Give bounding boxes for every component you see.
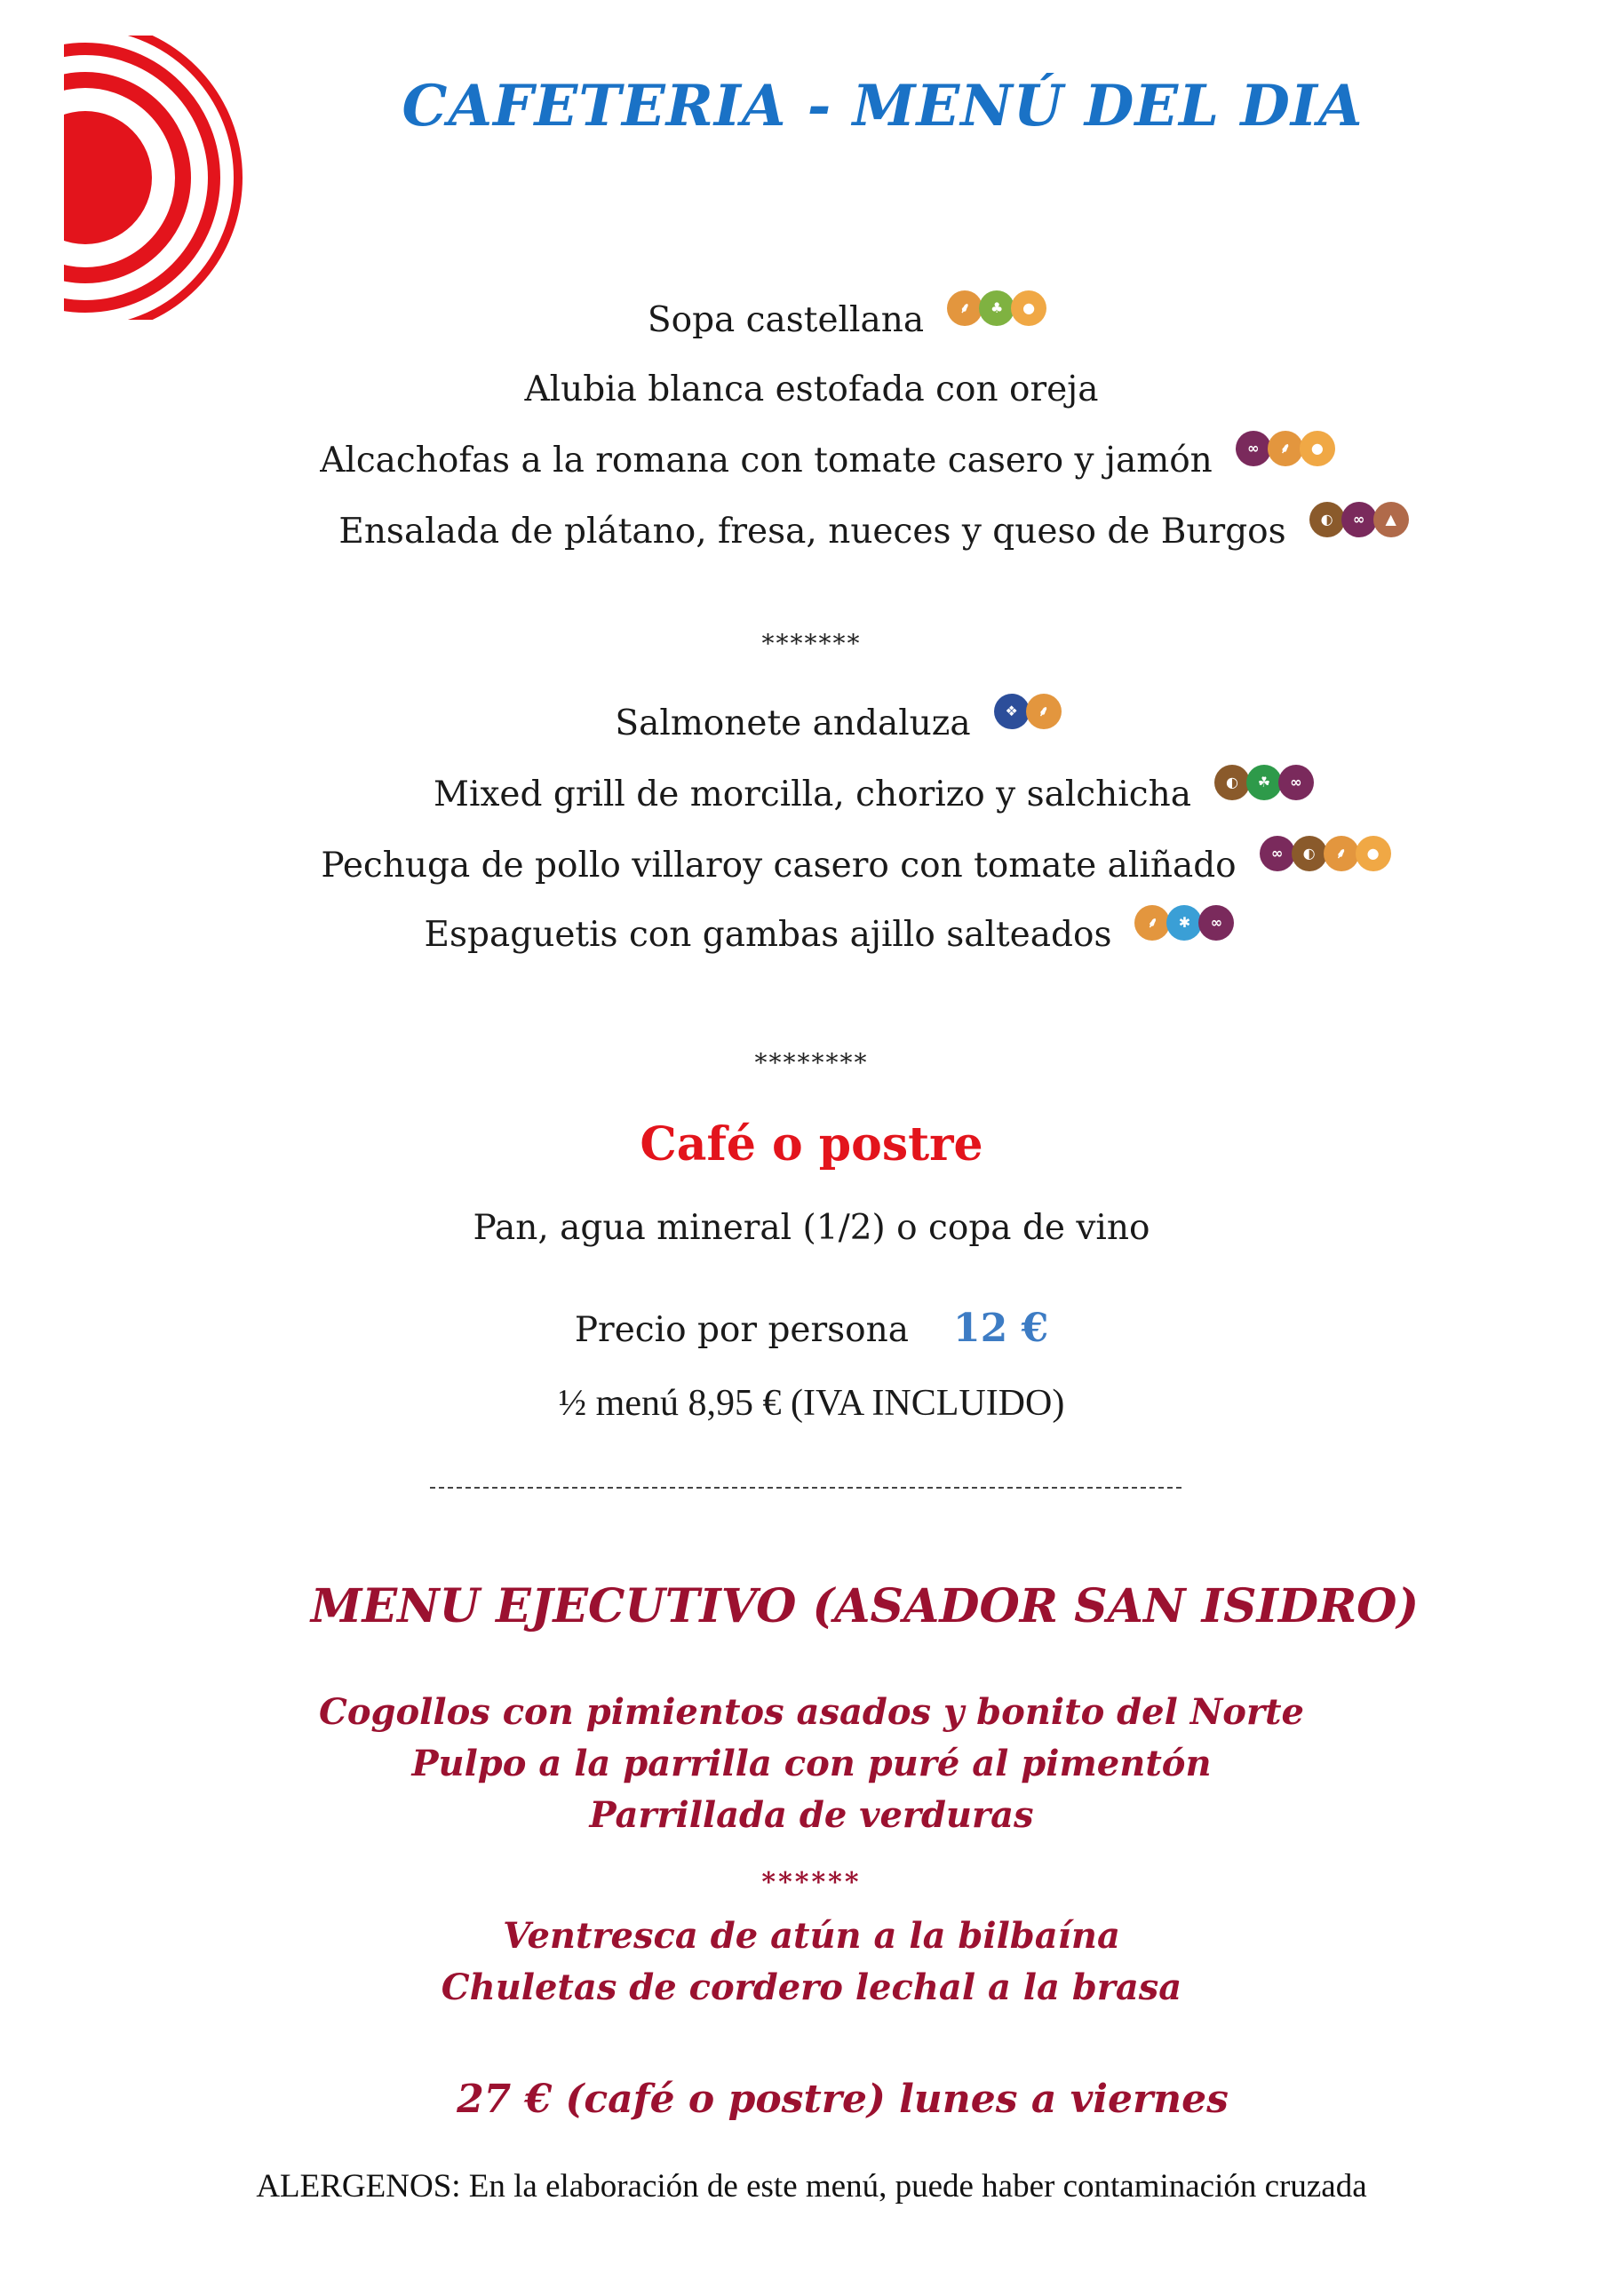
- page-title: CAFETERIA - MENÚ DEL DIA: [402, 73, 1364, 139]
- price-row: [0, 1306, 1623, 1351]
- sulphites-icon: ∞: [1260, 836, 1295, 871]
- allergen-icons: [947, 298, 1046, 343]
- executive-dish: Chuletas de cordero lechal a la brasa: [441, 1966, 1182, 2008]
- crustacean-icon: ✱: [1166, 905, 1202, 941]
- egg-icon: ●: [1011, 290, 1046, 326]
- nuts-icon: ◐: [1292, 836, 1327, 871]
- dish-name: Ensalada de plátano, fresa, nueces y queso de Burgos: [338, 512, 1286, 552]
- gluten-icon: ⸙: [1324, 836, 1359, 871]
- dish-item: [0, 703, 1623, 746]
- dish-name: Salmonete andaluza: [615, 703, 971, 743]
- price-value: 12 €: [953, 1306, 1049, 1351]
- divider: [430, 1487, 1181, 1489]
- dish-name: Sopa castellana: [647, 300, 925, 340]
- separator: *******: [761, 629, 862, 658]
- sulphites-icon: ∞: [1278, 765, 1314, 800]
- dish-item: [0, 369, 1623, 409]
- allergen-icons: [994, 702, 1062, 746]
- nuts-icon: ◐: [1214, 765, 1250, 800]
- dish-name: Espaguetis con gambas ajillo salteados: [424, 915, 1112, 955]
- fish-icon: ❖: [994, 694, 1030, 729]
- soy-icon: ☘: [1246, 765, 1282, 800]
- allergen-icons: [1236, 439, 1335, 483]
- dish-name: Alubia blanca estofada con oreja: [524, 369, 1099, 409]
- dish-item: [0, 441, 1623, 483]
- sulphites-icon: ∞: [1236, 431, 1271, 466]
- gluten-icon: ⸙: [1134, 905, 1170, 941]
- egg-icon: ●: [1300, 431, 1335, 466]
- separator: ********: [754, 1048, 869, 1077]
- allergen-icons: [1309, 510, 1409, 554]
- executive-menu-title: MENU EJECUTIVO (ASADOR SAN ISIDRO): [310, 1579, 1420, 1633]
- gluten-icon: ⸙: [1268, 431, 1303, 466]
- executive-dish: Ventresca de atún a la bilbaína: [503, 1915, 1120, 1957]
- sulphites-icon: ∞: [1198, 905, 1234, 941]
- milk-icon: ▲: [1373, 502, 1409, 537]
- gluten-icon: ⸙: [947, 290, 983, 326]
- dish-name: Pechuga de pollo villaroy casero con tomate aliñado: [321, 846, 1237, 886]
- dish-item: [0, 512, 1623, 554]
- dish-name: Mixed grill de morcilla, chorizo y salchicha: [434, 775, 1191, 814]
- celery-icon: ♣: [979, 290, 1014, 326]
- half-menu-price: ½ menú 8,95 € (IVA INCLUIDO): [558, 1383, 1065, 1424]
- allergens-note: ALERGENOS: En la elaboración de este menú, puede haber contaminación cruzada: [256, 2168, 1367, 2205]
- allergen-icons: [1134, 913, 1234, 957]
- includes-text: Pan, agua mineral (1/2) o copa de vino: [473, 1208, 1150, 1248]
- dish-item: [0, 775, 1623, 817]
- nuts-icon: ◐: [1309, 502, 1345, 537]
- dish-item: [0, 300, 1623, 343]
- executive-dish: Parrillada de verduras: [589, 1794, 1034, 1836]
- executive-dish: Cogollos con pimientos asados y bonito del Norte: [319, 1691, 1304, 1733]
- executive-dish: Pulpo a la parrilla con puré al pimentón: [411, 1743, 1212, 1784]
- egg-icon: ●: [1356, 836, 1391, 871]
- executive-price: 27 € (café o postre) lunes a viernes: [457, 2077, 1229, 2122]
- sulphites-icon: ∞: [1341, 502, 1377, 537]
- allergen-icons: [1214, 773, 1314, 817]
- dish-item: [0, 915, 1623, 957]
- executive-separator: ******: [761, 1867, 862, 1898]
- price-label: Precio por persona: [574, 1310, 910, 1350]
- dish-name: Alcachofas a la romana con tomate casero y jamón: [320, 441, 1213, 481]
- allergen-icons: [1260, 844, 1391, 888]
- dish-item: [0, 846, 1623, 888]
- dessert-heading: Café o postre: [640, 1117, 983, 1172]
- gluten-icon: ⸙: [1026, 694, 1062, 729]
